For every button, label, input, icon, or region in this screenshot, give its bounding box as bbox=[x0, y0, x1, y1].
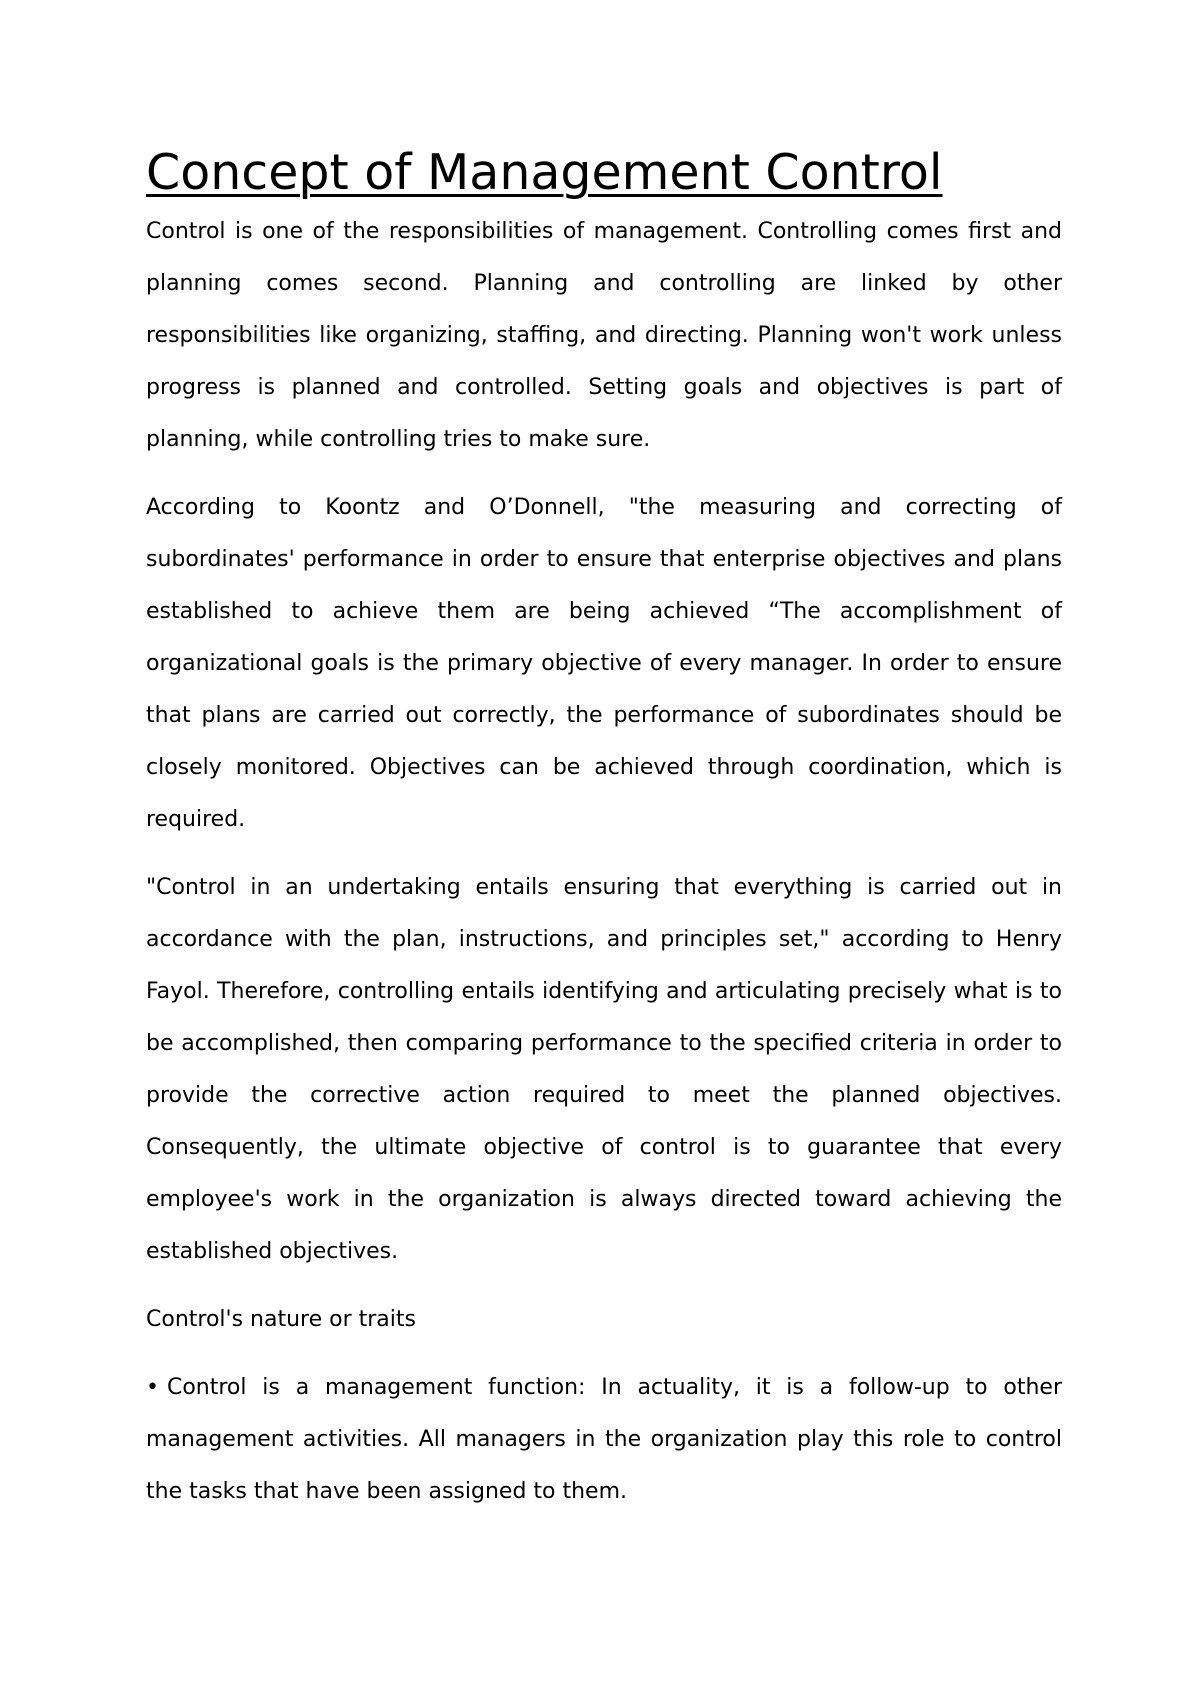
document-body bbox=[146, 140, 1062, 1518]
paragraph-intro: Control is one of the responsibilities of management. Controlling comes first and planning comes second. Planning and controlling are linked by other responsibilities like organizing, staffing, and directing. Planning won't work unless progress is planned and controlled. Setting goals and objectives is part of planning, while controlling tries to make sure. bbox=[146, 219, 1062, 452]
section-heading: Control's nature or traits bbox=[146, 1307, 416, 1332]
bullet-item bbox=[146, 1362, 1062, 1518]
document-title: Concept of Management Control bbox=[146, 144, 943, 201]
bullet-text: Control is a management function: In actuality, it is a follow-up to other management activities. All managers in the organization play this role to control the tasks that have been assigned to them. bbox=[146, 1375, 1062, 1504]
paragraph-koontz-odonnell: According to Koontz and O’Donnell, "the measuring and correcting of subordinates' performance in order to ensure that enterprise objectives and plans established to achieve them are being achieved “The accomplishment of organizational goals is the primary objective of every manager. In order to ensure that plans are carried out correctly, the performance of subordinates should be closely monitored. Objectives can be achieved through coordination, which is required. bbox=[146, 495, 1062, 832]
bullet-icon: • bbox=[146, 1375, 159, 1400]
paragraph-henry-fayol: "Control in an undertaking entails ensuring that everything is carried out in accordance with the plan, instructions, and principles set," according to Henry Fayol. Therefore, controlling entails identifying and articulating precisely what is to be accomplished, then comparing performance to the specified criteria in order to provide the corrective action required to meet the planned objectives. Consequently, the ultimate objective of control is to guarantee that every employee's work in the organization is always directed toward achieving the established objectives. bbox=[146, 875, 1062, 1264]
